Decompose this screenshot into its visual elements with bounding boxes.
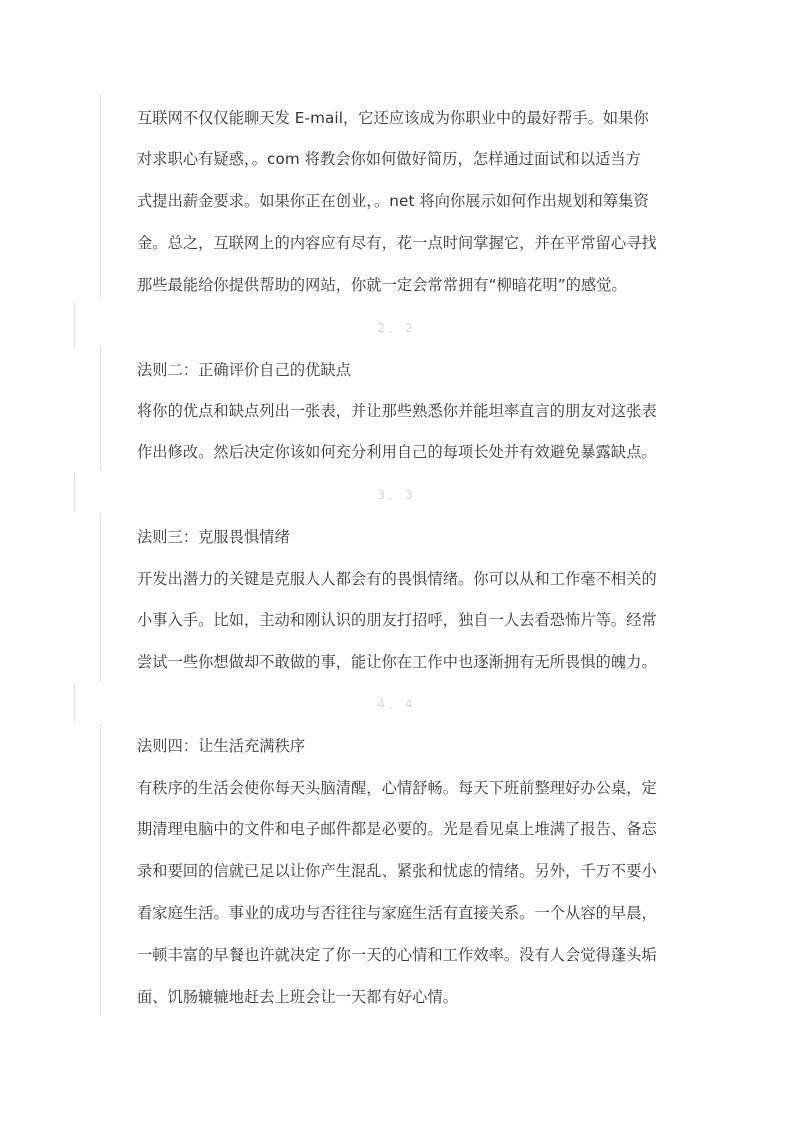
rule-title: 法则四：让生活充满秩序: [137, 737, 306, 755]
rule-line: 期清理电脑中的文件和电子邮件都是必要的。光是看见桌上堆满了报告、备忘: [137, 820, 657, 838]
rule-line: 看家庭生活。事业的成功与否往往与家庭生活有直接关系。一个从容的早晨，: [137, 904, 657, 922]
intro-line: 金。总之，互联网上的内容应有尽有，花一点时间掌握它，并在平常留心寻找: [137, 234, 657, 252]
margin-guide-rule-4: [100, 725, 101, 1015]
section-separator: 4．4: [377, 697, 417, 711]
rule-line: 有秩序的生活会使你每天头脑清醒，心情舒畅。每天下班前整理好办公桌，定: [137, 779, 657, 797]
margin-guide-intro: [100, 95, 101, 300]
intro-line: 互联网不仅仅能聊天发 E-mail，它还应该成为你职业中的最好帮手。如果你: [137, 109, 649, 127]
rule-line: 面、饥肠辘辘地赶去上班会让一天都有好心情。: [137, 988, 459, 1006]
rule-line: 录和要回的信就已足以让你产生混乱、紧张和忧虑的情绪。另外，千万不要小: [137, 862, 657, 880]
rule-title: 法则二：正确评价自己的优缺点: [137, 361, 352, 379]
margin-guide-rule-3: [100, 515, 101, 681]
rule-line: 尝试一些你想做却不敢做的事，能让你在工作中也逐渐拥有无所畏惧的魄力。: [137, 653, 657, 671]
intro-line: 那些最能给你提供帮助的网站，你就一定会常常拥有“柳暗花明”的感觉。: [137, 276, 627, 294]
section-separator: 2．2: [377, 321, 417, 335]
intro-line: 式提出薪金要求。如果你正在创业，。net 将向你展示如何作出规划和筹集资: [137, 192, 649, 210]
margin-guide-rule-2: [100, 348, 101, 470]
rule-line: 小事入手。比如，主动和刚认识的朋友打招呼，独自一人去看恐怖片等。经常: [137, 611, 657, 629]
rule-line: 作出修改。然后决定你该如何充分利用自己的每项长处并有效避免暴露缺点。: [137, 443, 657, 461]
section-separator: 3．3: [377, 488, 417, 502]
rule-line: 一顿丰富的早餐也许就决定了你一天的心情和工作效率。没有人会觉得蓬头垢: [137, 946, 657, 964]
rule-line: 开发出潜力的关键是克服人人都会有的畏惧情绪。你可以从和工作毫不相关的: [137, 570, 657, 588]
rule-line: 将你的优点和缺点列出一张表，并让那些熟悉你并能坦率直言的朋友对这张表: [137, 402, 657, 420]
rule-title: 法则三：克服畏惧情绪: [137, 528, 290, 546]
intro-line: 对求职心有疑惑，。com 将教会你如何做好简历，怎样通过面试和以适当方: [137, 150, 641, 168]
